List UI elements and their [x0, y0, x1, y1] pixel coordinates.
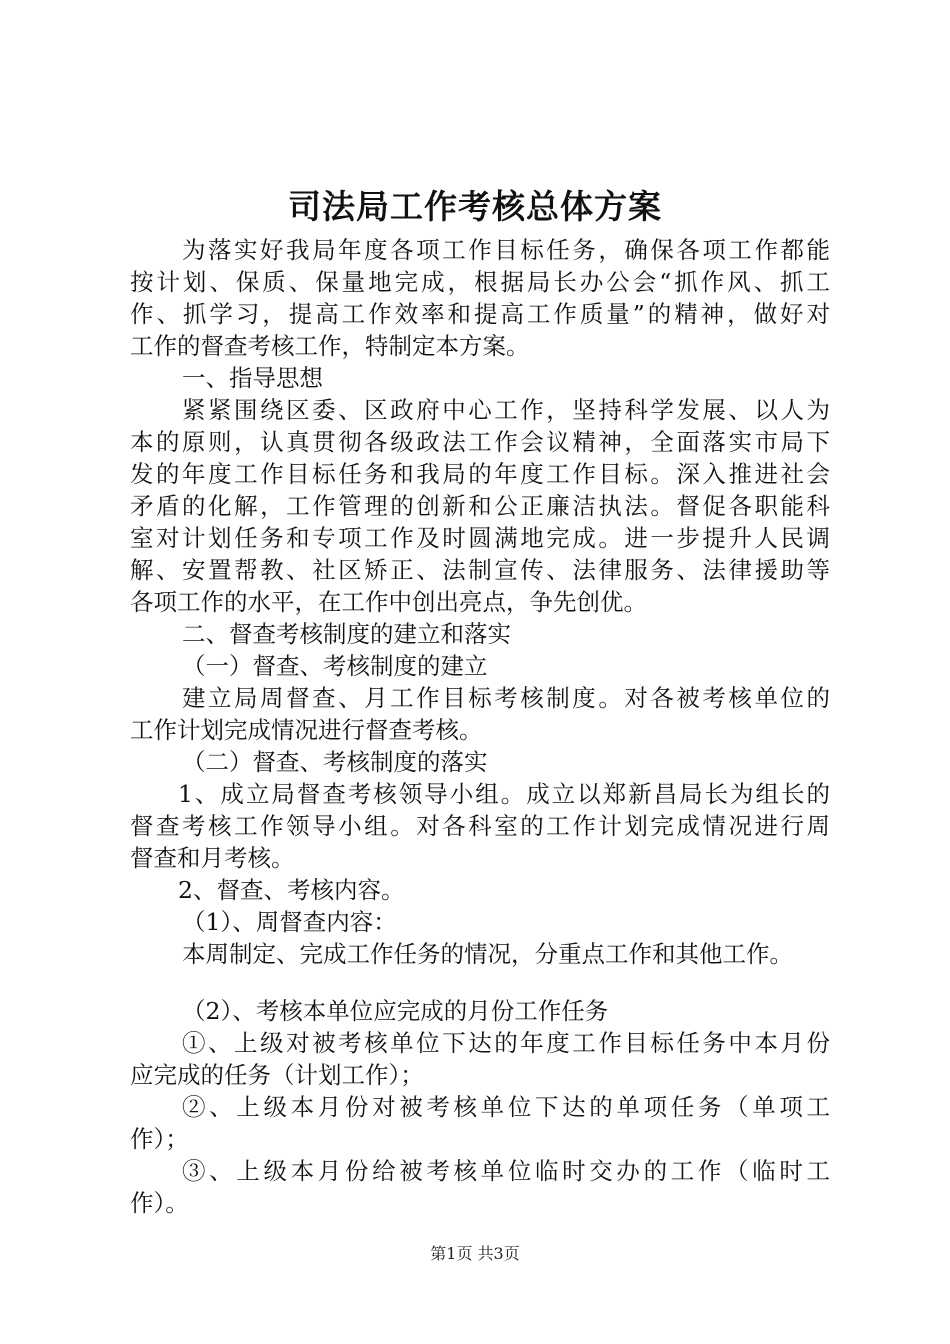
paragraph-line: 矛盾的化解，工作管理的创新和公正廉洁执法。督促各职能科: [130, 492, 830, 520]
paragraph-line: 应完成的任务（计划工作）；: [130, 1061, 424, 1089]
paragraph-line: 各项工作的水平，在工作中创出亮点，争先创优。: [130, 588, 647, 616]
paragraph-line: 工作的督查考核工作，特制定本方案。: [130, 332, 530, 360]
paragraph-line: 为落实好我局年度各项工作目标任务，确保各项工作都能: [182, 236, 830, 264]
paragraph-line: 作、抓学习，提高工作效率和提高工作质量”的精神，做好对: [130, 300, 830, 328]
paragraph-line: 本的原则，认真贯彻各级政法工作会议精神，全面落实市局下: [130, 428, 830, 456]
page-number: 第1页 共3页: [430, 1244, 520, 1263]
paragraph-line: 按计划、保质、保量地完成，根据局长办公会“抓作风、抓工: [130, 268, 830, 296]
paragraph-line: 1、成立局督查考核领导小组。成立以郑新昌局长为组长的: [178, 780, 830, 808]
paragraph-line: 发的年度工作目标任务和我局的年度工作目标。深入推进社会: [130, 460, 830, 488]
list-item: ②、上级本月份对被考核单位下达的单项任务（单项工: [182, 1093, 830, 1121]
paragraph-line: 解、安置帮教、社区矫正、法制宣传、法律服务、法律援助等: [130, 556, 830, 584]
paragraph-line: 督查和月考核。: [130, 844, 295, 872]
list-item: ③、上级本月份给被考核单位临时交办的工作（临时工: [182, 1157, 830, 1185]
subsection-heading: （二）督查、考核制度的落实: [182, 748, 488, 776]
paragraph-line: 督查考核工作领导小组。对各科室的工作计划完成情况进行周: [130, 812, 830, 840]
paragraph-line: 作）。: [130, 1189, 189, 1217]
section-heading: 一、指导思想: [182, 364, 323, 392]
paragraph-line: 建立局周督查、月工作目标考核制度。对各被考核单位的: [182, 684, 830, 712]
subsection-heading: （一）督查、考核制度的建立: [182, 652, 488, 680]
list-item: 2、督查、考核内容。: [178, 876, 405, 904]
paragraph-line: 工作计划完成情况进行督查考核。: [130, 716, 483, 744]
paragraph-line: 室对计划任务和专项工作及时圆满地完成。进一步提升人民调: [130, 524, 830, 552]
list-item: （2）、考核本单位应完成的月份工作任务: [182, 997, 609, 1025]
document-title: 司法局工作考核总体方案: [288, 187, 662, 226]
list-item: （1）、周督查内容：: [182, 908, 397, 936]
paragraph-line: 本周制定、完成工作任务的情况，分重点工作和其他工作。: [182, 940, 793, 968]
paragraph-line: 作）；: [130, 1125, 189, 1153]
section-heading: 二、督查考核制度的建立和落实: [182, 620, 511, 648]
paragraph-line: 紧紧围绕区委、区政府中心工作，坚持科学发展、以人为: [182, 396, 830, 424]
list-item: ①、上级对被考核单位下达的年度工作目标任务中本月份: [182, 1029, 830, 1057]
